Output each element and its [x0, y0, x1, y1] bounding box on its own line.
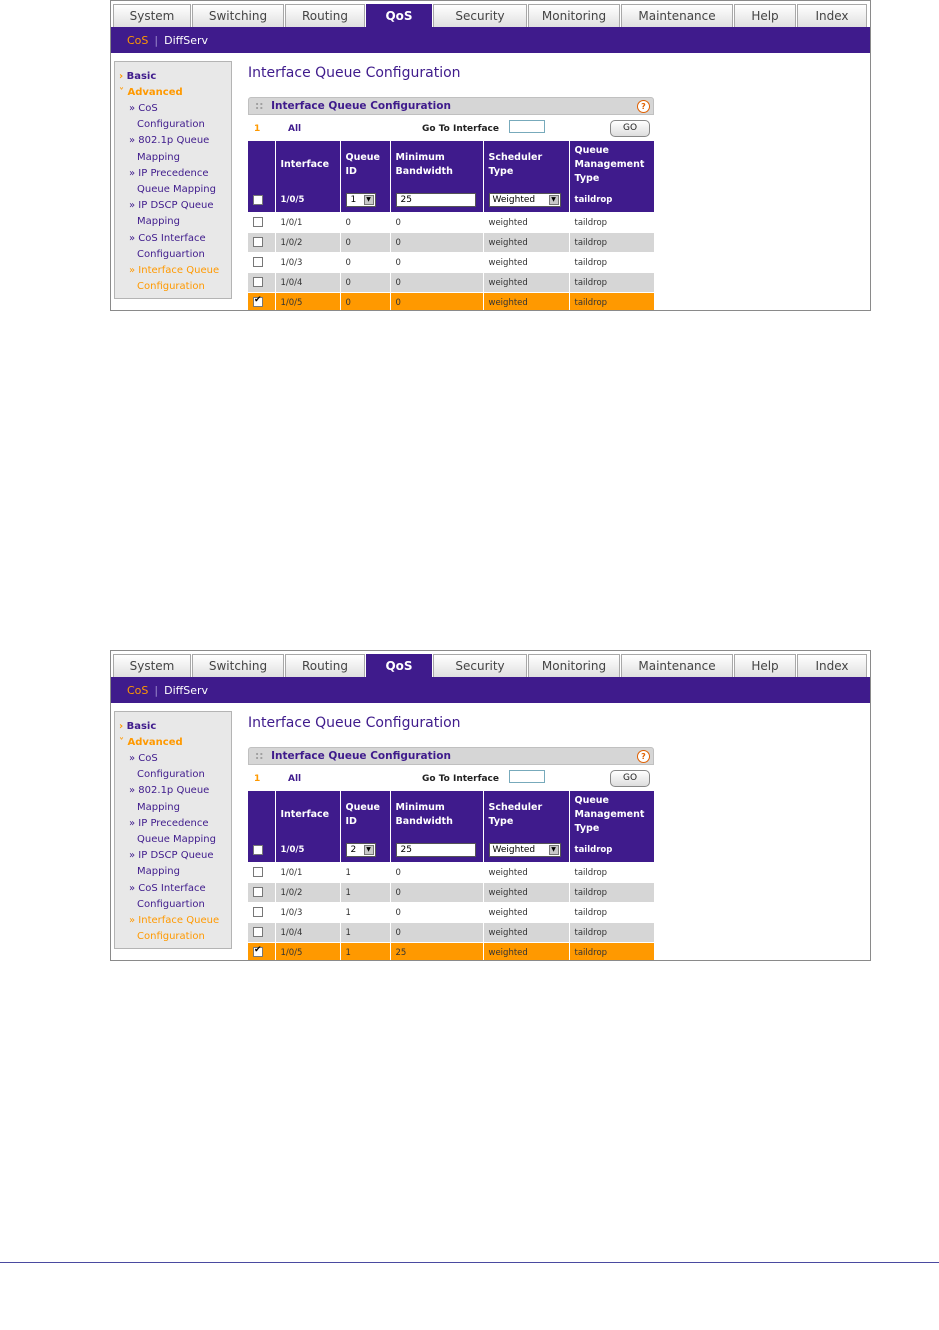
header-queue-id: Queue ID: [340, 141, 390, 188]
filter-bar: [248, 115, 654, 141]
screenshot-2: [110, 650, 871, 961]
tab-index[interactable]: Index: [797, 4, 867, 27]
panel-title: Interface Queue Configuration: [271, 100, 451, 112]
row-select-cell: [248, 883, 275, 903]
sidebar-item-label-line2: Mapping: [137, 151, 180, 163]
goto-interface-label: Go To Interface: [422, 124, 499, 134]
double-chevron-icon: »: [129, 850, 139, 862]
cell-interface: 1/0/1: [275, 213, 340, 233]
sidebar-basic-label: Basic: [126, 71, 157, 82]
header-select: [248, 141, 275, 188]
cell-scheduler: weighted: [483, 233, 569, 253]
help-icon[interactable]: ?: [637, 750, 650, 763]
go-button[interactable]: GO: [610, 770, 650, 787]
cell-min-bw: 0: [390, 233, 483, 253]
sidebar-advanced[interactable]: [115, 85, 231, 101]
header-select: [248, 791, 275, 838]
sidebar-advanced-label: Advanced: [127, 87, 183, 98]
table-row[interactable]: [248, 273, 654, 293]
config-panel: [248, 747, 654, 961]
screenshot-1: [110, 0, 871, 311]
panel-title: Interface Queue Configuration: [271, 750, 451, 762]
sidebar-basic[interactable]: [115, 69, 231, 85]
cell-min-bw: 0: [390, 213, 483, 233]
cell-interface: 1/0/5: [275, 943, 340, 962]
sidebar-item-label: Interface Queue: [138, 265, 220, 277]
table-row[interactable]: [248, 233, 654, 253]
cell-queue-id: 0: [340, 253, 390, 273]
edit-row: [248, 188, 654, 213]
page-number[interactable]: 1: [254, 124, 261, 134]
help-icon[interactable]: ?: [637, 100, 650, 113]
sidebar-item-802-1p-queue[interactable]: [115, 783, 231, 815]
cell-min-bw: 0: [390, 883, 483, 903]
subnav-diffserv[interactable]: DiffServ: [164, 683, 209, 697]
edit-checkbox[interactable]: [253, 195, 263, 205]
tab-security[interactable]: Security: [433, 654, 527, 677]
queue-id-select[interactable]: [346, 193, 376, 207]
cell-min-bw: 0: [390, 863, 483, 883]
cell-interface: 1/0/1: [275, 863, 340, 883]
header-queue-id: Queue ID: [340, 791, 390, 838]
tab-security[interactable]: Security: [433, 4, 527, 27]
sidebar-item-label-line2: Configuartion: [137, 898, 205, 910]
sub-nav: [111, 27, 870, 53]
subnav-cos[interactable]: CoS: [127, 33, 149, 47]
sidebar-item-label: 802.1p Queue: [138, 135, 210, 147]
dropdown-arrow-icon: ▼: [364, 845, 374, 855]
sidebar-item-cos-interface[interactable]: [115, 881, 231, 913]
sidebar-item-label-line2: Configuration: [137, 281, 205, 293]
sidebar-item-label-line2: Configuartion: [137, 248, 205, 260]
sidebar-item-cos[interactable]: [115, 751, 231, 783]
sidebar-item-ip-precedence[interactable]: [115, 166, 231, 198]
cell-min-bw: 0: [390, 273, 483, 293]
sidebar-item-label: IP DSCP Queue: [138, 850, 214, 862]
cell-scheduler: weighted: [483, 943, 569, 962]
table-row[interactable]: [248, 903, 654, 923]
sidebar-item-label: CoS Interface: [138, 232, 206, 244]
edit-queue-id-cell: [340, 838, 390, 863]
sidebar-item-cos-interface[interactable]: [115, 231, 231, 263]
panel-header: [248, 97, 654, 115]
row-select-cell: [248, 253, 275, 273]
cell-qmt: taildrop: [569, 273, 654, 293]
header-scheduler-type: Scheduler Type: [483, 791, 569, 838]
sidebar-item-label-line2: Configuration: [137, 119, 205, 131]
edit-scheduler-cell: [483, 188, 569, 213]
table-header-row: [248, 141, 654, 188]
tab-maintenance[interactable]: Maintenance: [621, 654, 733, 677]
cell-queue-id: 1: [340, 863, 390, 883]
cell-min-bw: 25: [390, 943, 483, 962]
edit-queue-id-cell: [340, 188, 390, 213]
cell-interface: 1/0/4: [275, 923, 340, 943]
cell-interface: 1/0/3: [275, 253, 340, 273]
grip-icon: ::: [255, 750, 264, 762]
top-nav-tabs: [111, 1, 870, 27]
row-select-cell: [248, 293, 275, 312]
cell-interface: 1/0/5: [275, 293, 340, 312]
edit-scheduler-cell: [483, 838, 569, 863]
tab-system[interactable]: System: [113, 4, 191, 27]
dropdown-arrow-icon: ▼: [549, 195, 559, 205]
sidebar-item-label: CoS Interface: [138, 882, 206, 894]
min-bandwidth-input[interactable]: 25: [396, 843, 476, 857]
edit-min-bw-cell: [390, 838, 483, 863]
edit-qmt: taildrop: [569, 838, 654, 863]
sidebar: [114, 711, 232, 949]
min-bandwidth-input[interactable]: 25: [396, 193, 476, 207]
double-chevron-icon: »: [129, 265, 139, 277]
queue-table: [248, 791, 655, 961]
sidebar-item-ip-dscp-queue[interactable]: [115, 198, 231, 230]
sidebar-advanced-items: [115, 751, 231, 945]
sidebar-basic[interactable]: [115, 719, 231, 735]
tab-help[interactable]: Help: [734, 4, 796, 27]
table-row[interactable]: [248, 213, 654, 233]
cell-scheduler: weighted: [483, 273, 569, 293]
table-row[interactable]: [248, 863, 654, 883]
queue-table: [248, 141, 655, 311]
sidebar-item-interface-queue[interactable]: [115, 913, 231, 945]
page-number[interactable]: 1: [254, 774, 261, 784]
double-chevron-icon: »: [129, 135, 139, 147]
cell-interface: 1/0/2: [275, 233, 340, 253]
double-chevron-icon: »: [129, 167, 139, 179]
queue-id-value: 1: [350, 195, 357, 205]
tab-routing[interactable]: Routing: [285, 654, 365, 677]
row-checkbox[interactable]: [253, 927, 263, 937]
cell-interface: 1/0/3: [275, 903, 340, 923]
cell-interface: 1/0/4: [275, 273, 340, 293]
edit-select-cell: [248, 188, 275, 213]
row-select-cell: [248, 903, 275, 923]
table-body: [248, 188, 654, 311]
cell-scheduler: weighted: [483, 293, 569, 312]
table-row[interactable]: [248, 293, 654, 312]
cell-interface: 1/0/2: [275, 883, 340, 903]
header-min-bandwidth: Minimum Bandwidth: [390, 141, 483, 188]
row-checkbox[interactable]: [253, 277, 263, 287]
cell-scheduler: weighted: [483, 903, 569, 923]
double-chevron-icon: »: [129, 882, 139, 894]
table-row[interactable]: [248, 923, 654, 943]
dropdown-arrow-icon: ▼: [364, 195, 374, 205]
sidebar-advanced[interactable]: [115, 735, 231, 751]
panel-header: [248, 747, 654, 765]
row-select-cell: [248, 863, 275, 883]
sidebar-item-label-line2: Configuration: [137, 931, 205, 943]
header-queue-mgmt-type: Queue Management Type: [569, 141, 654, 188]
row-checkbox[interactable]: [253, 257, 263, 267]
sidebar-item-label: IP Precedence: [138, 817, 209, 829]
sidebar-item-label: Interface Queue: [138, 915, 220, 927]
tab-index[interactable]: Index: [797, 654, 867, 677]
double-chevron-icon: »: [129, 817, 139, 829]
goto-interface-input[interactable]: [509, 770, 545, 783]
cell-queue-id: 1: [340, 943, 390, 962]
tab-system[interactable]: System: [113, 654, 191, 677]
tab-monitoring[interactable]: Monitoring: [528, 4, 620, 27]
double-chevron-icon: »: [129, 753, 139, 764]
tab-switching[interactable]: Switching: [192, 4, 284, 27]
double-chevron-icon: »: [129, 103, 139, 114]
edit-checkbox[interactable]: [253, 845, 263, 855]
cell-queue-id: 0: [340, 293, 390, 312]
subnav-separator: |: [154, 33, 159, 47]
go-button[interactable]: GO: [610, 120, 650, 137]
sidebar-item-interface-queue[interactable]: [115, 263, 231, 295]
edit-min-bw-cell: [390, 188, 483, 213]
grip-icon: ::: [255, 100, 264, 112]
sidebar-item-label: IP Precedence: [138, 167, 209, 179]
sidebar-item-label: IP DSCP Queue: [138, 200, 214, 212]
all-link[interactable]: All: [288, 124, 302, 134]
page-footer-rule: [0, 1262, 939, 1263]
sidebar-item-cos[interactable]: [115, 101, 231, 133]
tab-maintenance[interactable]: Maintenance: [621, 4, 733, 27]
dropdown-arrow-icon: ▼: [549, 845, 559, 855]
goto-interface-input[interactable]: [509, 120, 545, 133]
row-checkbox[interactable]: [253, 297, 263, 307]
table-row[interactable]: [248, 883, 654, 903]
sidebar-item-label: 802.1p Queue: [138, 785, 210, 797]
subnav-diffserv[interactable]: DiffServ: [164, 33, 209, 47]
row-select-cell: [248, 213, 275, 233]
cell-scheduler: weighted: [483, 923, 569, 943]
queue-id-value: 2: [350, 845, 357, 855]
header-interface: Interface: [275, 791, 340, 838]
sidebar-item-label-line2: Mapping: [137, 216, 180, 228]
cell-queue-id: 1: [340, 903, 390, 923]
page-title: Interface Queue Configuration: [248, 715, 461, 731]
row-checkbox[interactable]: [253, 907, 263, 917]
sidebar-item-label-line2: Queue Mapping: [137, 834, 216, 846]
sidebar-basic-label: Basic: [126, 721, 157, 732]
tab-switching[interactable]: Switching: [192, 654, 284, 677]
edit-row: [248, 838, 654, 863]
sidebar-item-label-line2: Queue Mapping: [137, 184, 216, 196]
cell-qmt: taildrop: [569, 863, 654, 883]
cell-queue-id: 1: [340, 883, 390, 903]
tab-routing[interactable]: Routing: [285, 4, 365, 27]
table-header-row: [248, 791, 654, 838]
sub-nav: [111, 677, 870, 703]
table-row[interactable]: [248, 943, 654, 962]
sidebar-item-label-line2: Mapping: [137, 801, 180, 813]
scheduler-value: Weighted: [492, 845, 536, 855]
row-checkbox[interactable]: [253, 867, 263, 877]
tab-qos[interactable]: QoS: [366, 654, 432, 677]
cell-queue-id: 0: [340, 233, 390, 253]
tab-monitoring[interactable]: Monitoring: [528, 654, 620, 677]
subnav-cos[interactable]: CoS: [127, 683, 149, 697]
double-chevron-icon: »: [129, 200, 139, 212]
tab-qos[interactable]: QoS: [366, 4, 432, 27]
sidebar-advanced-label: Advanced: [127, 737, 183, 748]
cell-scheduler: weighted: [483, 863, 569, 883]
config-panel: [248, 97, 654, 311]
row-checkbox[interactable]: [253, 887, 263, 897]
cell-scheduler: weighted: [483, 253, 569, 273]
tab-strip: [113, 654, 870, 677]
cell-queue-id: 1: [340, 923, 390, 943]
cell-queue-id: 0: [340, 213, 390, 233]
chevron-right-icon: ›: [119, 71, 124, 82]
cell-qmt: taildrop: [569, 233, 654, 253]
sidebar-advanced-items: [115, 101, 231, 295]
cell-scheduler: weighted: [483, 883, 569, 903]
tab-help[interactable]: Help: [734, 654, 796, 677]
header-min-bandwidth: Minimum Bandwidth: [390, 791, 483, 838]
sidebar-item-label-line2: Configuration: [137, 769, 205, 781]
row-checkbox[interactable]: [253, 217, 263, 227]
row-select-cell: [248, 273, 275, 293]
cell-min-bw: 0: [390, 293, 483, 312]
page-title: Interface Queue Configuration: [248, 65, 461, 81]
header-scheduler-type: Scheduler Type: [483, 141, 569, 188]
sidebar-item-ip-dscp-queue[interactable]: [115, 848, 231, 880]
chevron-down-icon: ˅: [119, 737, 124, 748]
subnav-separator: |: [154, 683, 159, 697]
chevron-down-icon: ˅: [119, 87, 124, 98]
cell-qmt: taildrop: [569, 293, 654, 312]
double-chevron-icon: »: [129, 785, 139, 797]
row-checkbox[interactable]: [253, 947, 263, 957]
row-checkbox[interactable]: [253, 237, 263, 247]
sidebar-item-ip-precedence[interactable]: [115, 816, 231, 848]
sidebar: [114, 61, 232, 299]
cell-qmt: taildrop: [569, 943, 654, 962]
all-link[interactable]: All: [288, 774, 302, 784]
goto-interface-label: Go To Interface: [422, 774, 499, 784]
cell-qmt: taildrop: [569, 883, 654, 903]
double-chevron-icon: »: [129, 232, 139, 244]
sidebar-item-label-line2: Mapping: [137, 866, 180, 878]
queue-id-select[interactable]: [346, 843, 376, 857]
sidebar-item-802-1p-queue[interactable]: [115, 133, 231, 165]
header-queue-mgmt-type: Queue Management Type: [569, 791, 654, 838]
row-select-cell: [248, 233, 275, 253]
filter-bar: [248, 765, 654, 791]
edit-interface: 1/0/5: [275, 838, 340, 863]
edit-interface: 1/0/5: [275, 188, 340, 213]
cell-min-bw: 0: [390, 903, 483, 923]
cell-qmt: taildrop: [569, 903, 654, 923]
tab-strip: [113, 4, 870, 27]
row-select-cell: [248, 943, 275, 962]
table-body: [248, 838, 654, 961]
table-row[interactable]: [248, 253, 654, 273]
cell-min-bw: 0: [390, 253, 483, 273]
row-select-cell: [248, 923, 275, 943]
cell-scheduler: weighted: [483, 213, 569, 233]
sidebar-item-label: CoS: [138, 103, 158, 114]
edit-qmt: taildrop: [569, 188, 654, 213]
header-interface: Interface: [275, 141, 340, 188]
sidebar-item-label: CoS: [138, 753, 158, 764]
cell-queue-id: 0: [340, 273, 390, 293]
top-nav-tabs: [111, 651, 870, 677]
scheduler-type-select[interactable]: [489, 843, 561, 857]
scheduler-value: Weighted: [492, 195, 536, 205]
cell-qmt: taildrop: [569, 923, 654, 943]
cell-min-bw: 0: [390, 923, 483, 943]
cell-qmt: taildrop: [569, 253, 654, 273]
chevron-right-icon: ›: [119, 721, 124, 732]
scheduler-type-select[interactable]: [489, 193, 561, 207]
double-chevron-icon: »: [129, 915, 139, 927]
cell-qmt: taildrop: [569, 213, 654, 233]
edit-select-cell: [248, 838, 275, 863]
